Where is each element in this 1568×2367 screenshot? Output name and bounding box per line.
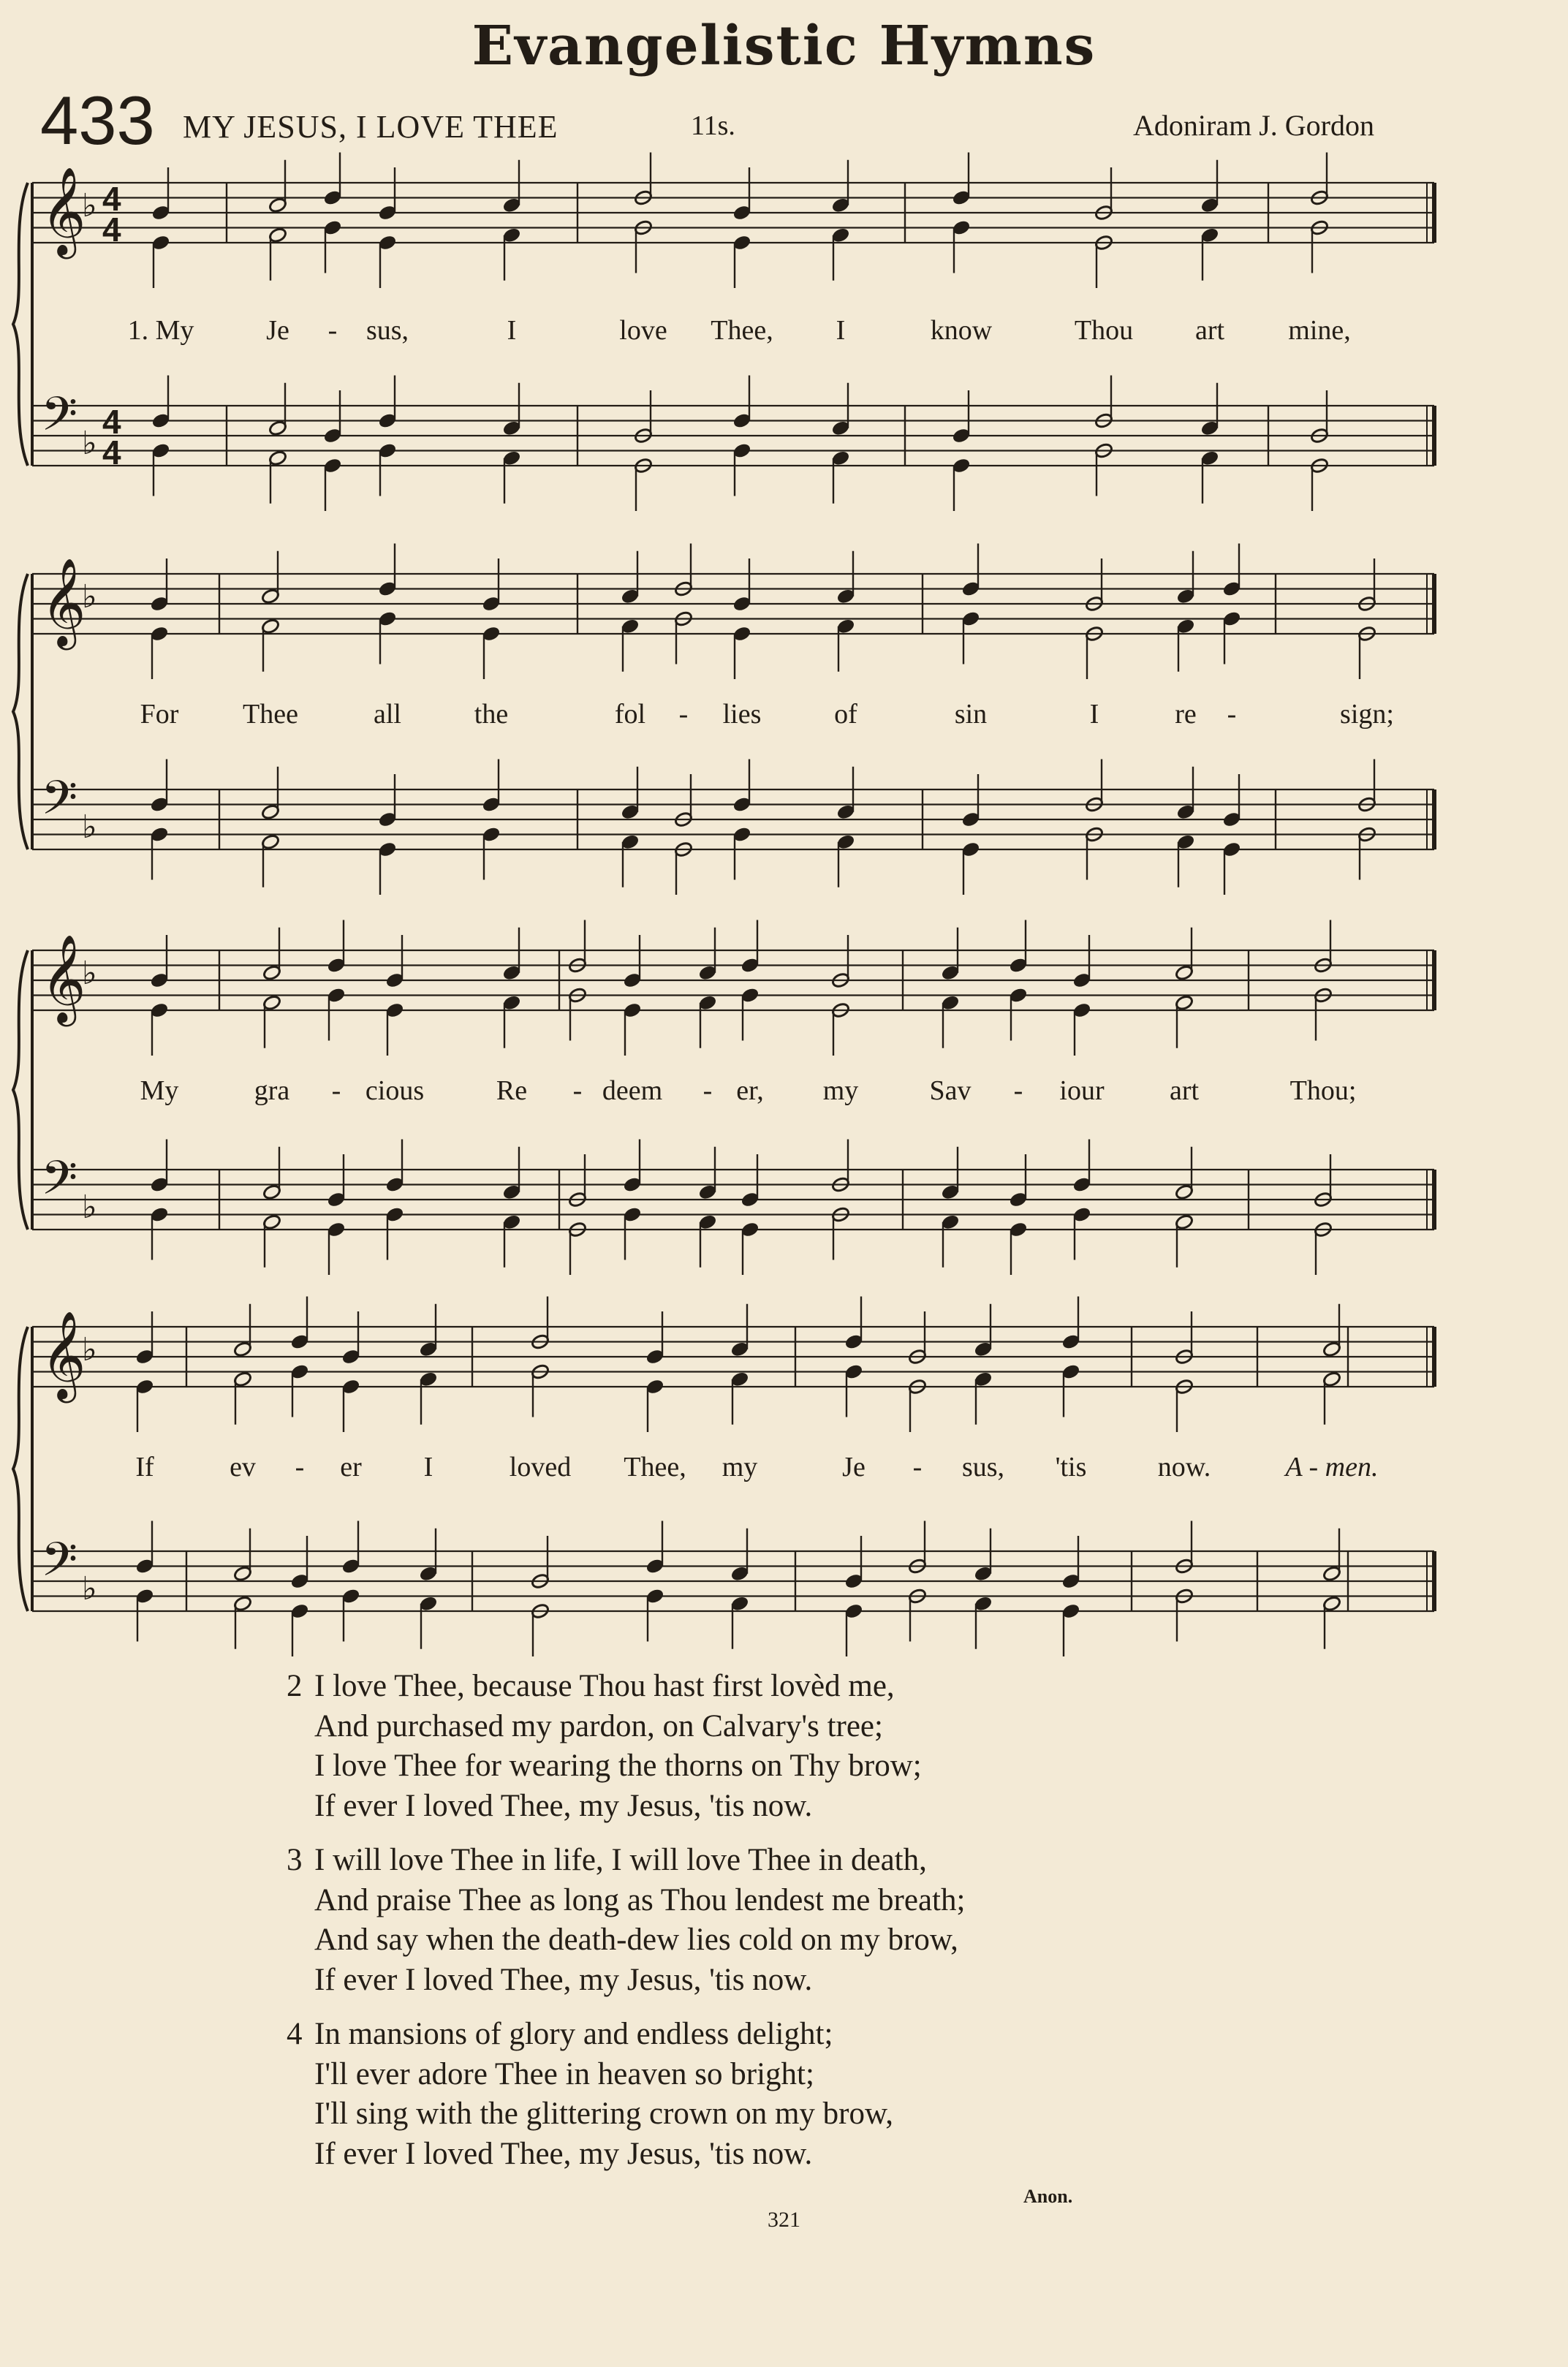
treble-clef-icon: 𝄞 [41,1310,86,1399]
verse-line [314,1707,965,1747]
svg-text:4: 4 [102,211,121,249]
lyric-syllable: loved [509,1452,572,1482]
lyric-syllable: gra [254,1075,290,1106]
lyric-syllable: - [331,1075,341,1106]
lyric-syllable: - [572,1075,583,1106]
verse-text: In mansions of glory and endless delight; [314,2017,833,2051]
flat-icon: ♭ [82,808,97,846]
verse-line [287,1667,965,1707]
verse-2 [287,1667,965,1826]
lyric-syllable: lies [722,699,762,730]
treble-time-signature: 4 [102,180,121,218]
verse-line [287,1841,965,1881]
treble-clef-icon: 𝄞 [41,166,86,255]
lyric-syllable: iour [1059,1075,1105,1106]
lyric-syllable: Thee [243,699,298,730]
verse-line [314,1881,965,1921]
lyric-syllable: re [1175,699,1197,730]
lyric-syllable: the [474,699,509,730]
lyric-syllable: Thee, [624,1452,686,1482]
lyric-syllable: now. [1157,1452,1211,1482]
hymn-meter: 11s. [691,110,735,141]
lyric-syllable: Thee, [711,315,773,346]
lyric-syllable: - [912,1452,923,1482]
hymn-title: MY JESUS, I LOVE THEE [183,109,558,145]
lyric-syllable: all [374,699,401,730]
verse-line [287,2015,965,2055]
lyric-syllable: For [140,699,179,730]
treble-clef-icon: 𝄞 [41,557,86,646]
page-number: 321 [768,2208,800,2232]
verse-text: I love Thee, because Thou hast first lovèd me, [314,1669,895,1703]
lyric-syllable: If [135,1452,154,1482]
verse-line [314,1746,965,1787]
hymn-number: 433 [40,82,155,159]
lyric-syllable: sus, [961,1452,1005,1482]
lyric-syllable: er, [736,1075,764,1106]
author-credit: Anon. [1023,2186,1073,2207]
lyric-row [0,698,1568,733]
lyric-syllable: Thou [1074,315,1134,346]
lyric-syllable: love [619,315,667,346]
lyric-syllable: my [721,1452,758,1482]
lyric-syllable: 1. My [127,315,194,346]
lyric-syllable: know [930,315,993,346]
bass-clef-icon: 𝄢 [41,387,78,453]
flat-icon: ♭ [82,1189,97,1226]
lyric-syllable: fol [614,699,646,730]
lyric-syllable: sign; [1340,699,1394,730]
lyric-syllable: ev [230,1452,256,1482]
lyric-syllable: 'tis [1055,1452,1087,1482]
verse-text: And praise Thee as long as Thou lendest me breath; [314,1882,966,1917]
lyric-syllable: er [340,1452,362,1482]
lyric-syllable: art [1169,1075,1200,1106]
verse-text: I'll sing with the glittering crown on my brow, [314,2097,893,2131]
lyric-syllable: cious [365,1075,425,1106]
lyric-syllable: sus, [366,315,409,346]
verse-line [314,2094,965,2135]
lyric-row [0,1451,1568,1486]
verse-text: I love Thee for wearing the thorns on Thy brow; [314,1749,922,1783]
lyric-syllable: I [836,315,846,346]
verse-line [314,2135,965,2175]
bass-clef-icon: 𝄢 [41,1533,78,1599]
flat-icon: ♭ [82,1331,97,1368]
verse-4 [287,2015,965,2174]
lyric-syllable: I [423,1452,433,1482]
flat-icon: ♭ [82,578,97,616]
lyric-syllable: mine, [1288,315,1351,346]
composer: Adoniram J. Gordon [1133,109,1374,142]
lyric-row [0,314,1568,349]
flat-icon: ♭ [82,187,97,224]
treble-clef-icon: 𝄞 [41,933,86,1023]
verse-text: And say when the death-dew lies cold on my brow, [314,1923,958,1957]
lyric-syllable: I [507,315,517,346]
verse-text: If ever I loved Thee, my Jesus, 'tis now. [314,2136,813,2171]
lyric-syllable: of [834,699,857,730]
lyric-syllable: Je [842,1452,866,1482]
verse-3 [287,1841,966,2000]
lyric-syllable: A - men. [1285,1452,1379,1482]
verse-number: 3 [287,1843,303,1877]
verse-text: I'll ever adore Thee in heaven so bright; [314,2056,814,2091]
lyric-syllable: - [1227,699,1237,730]
lyric-syllable: My [140,1075,179,1106]
svg-text:4: 4 [102,433,121,471]
verses-block [287,1667,966,2189]
flat-icon: ♭ [82,425,97,462]
lyric-syllable: - [702,1075,713,1106]
bass-time-signature: 4 [102,403,121,441]
verse-line [314,1920,965,1961]
bass-clef-icon: 𝄢 [41,771,78,837]
lyric-syllable: Thou; [1289,1075,1357,1106]
lyric-syllable: deem [602,1075,663,1106]
lyric-syllable: - [327,315,338,346]
lyric-syllable: - [295,1452,305,1482]
lyric-syllable: - [678,699,689,730]
lyric-syllable: - [1013,1075,1023,1106]
verse-text: And purchased my pardon, on Calvary's tree; [314,1708,883,1743]
verse-number: 4 [287,2017,303,2051]
verse-text: If ever I loved Thee, my Jesus, 'tis now. [314,1788,813,1823]
verse-text: I will love Thee in life, I will love Thee in death, [314,1843,927,1877]
verse-line [314,1961,965,2001]
verse-text: If ever I loved Thee, my Jesus, 'tis now. [314,1962,813,1997]
lyric-row [0,1075,1568,1110]
lyric-syllable: art [1194,315,1225,346]
book-title: Evangelistic Hymns [471,15,1097,77]
lyric-syllable: Sav [929,1075,972,1106]
lyric-syllable: my [822,1075,859,1106]
lyric-syllable: Re [496,1075,528,1106]
verse-line [314,1787,965,1827]
bass-clef-icon: 𝄢 [41,1151,78,1217]
verse-line [314,2055,965,2095]
flat-icon: ♭ [82,1570,97,1607]
flat-icon: ♭ [82,955,97,992]
lyric-syllable: Je [266,315,289,346]
verse-number: 2 [287,1669,303,1703]
lyric-syllable: I [1089,699,1099,730]
lyric-syllable: sin [954,699,988,730]
